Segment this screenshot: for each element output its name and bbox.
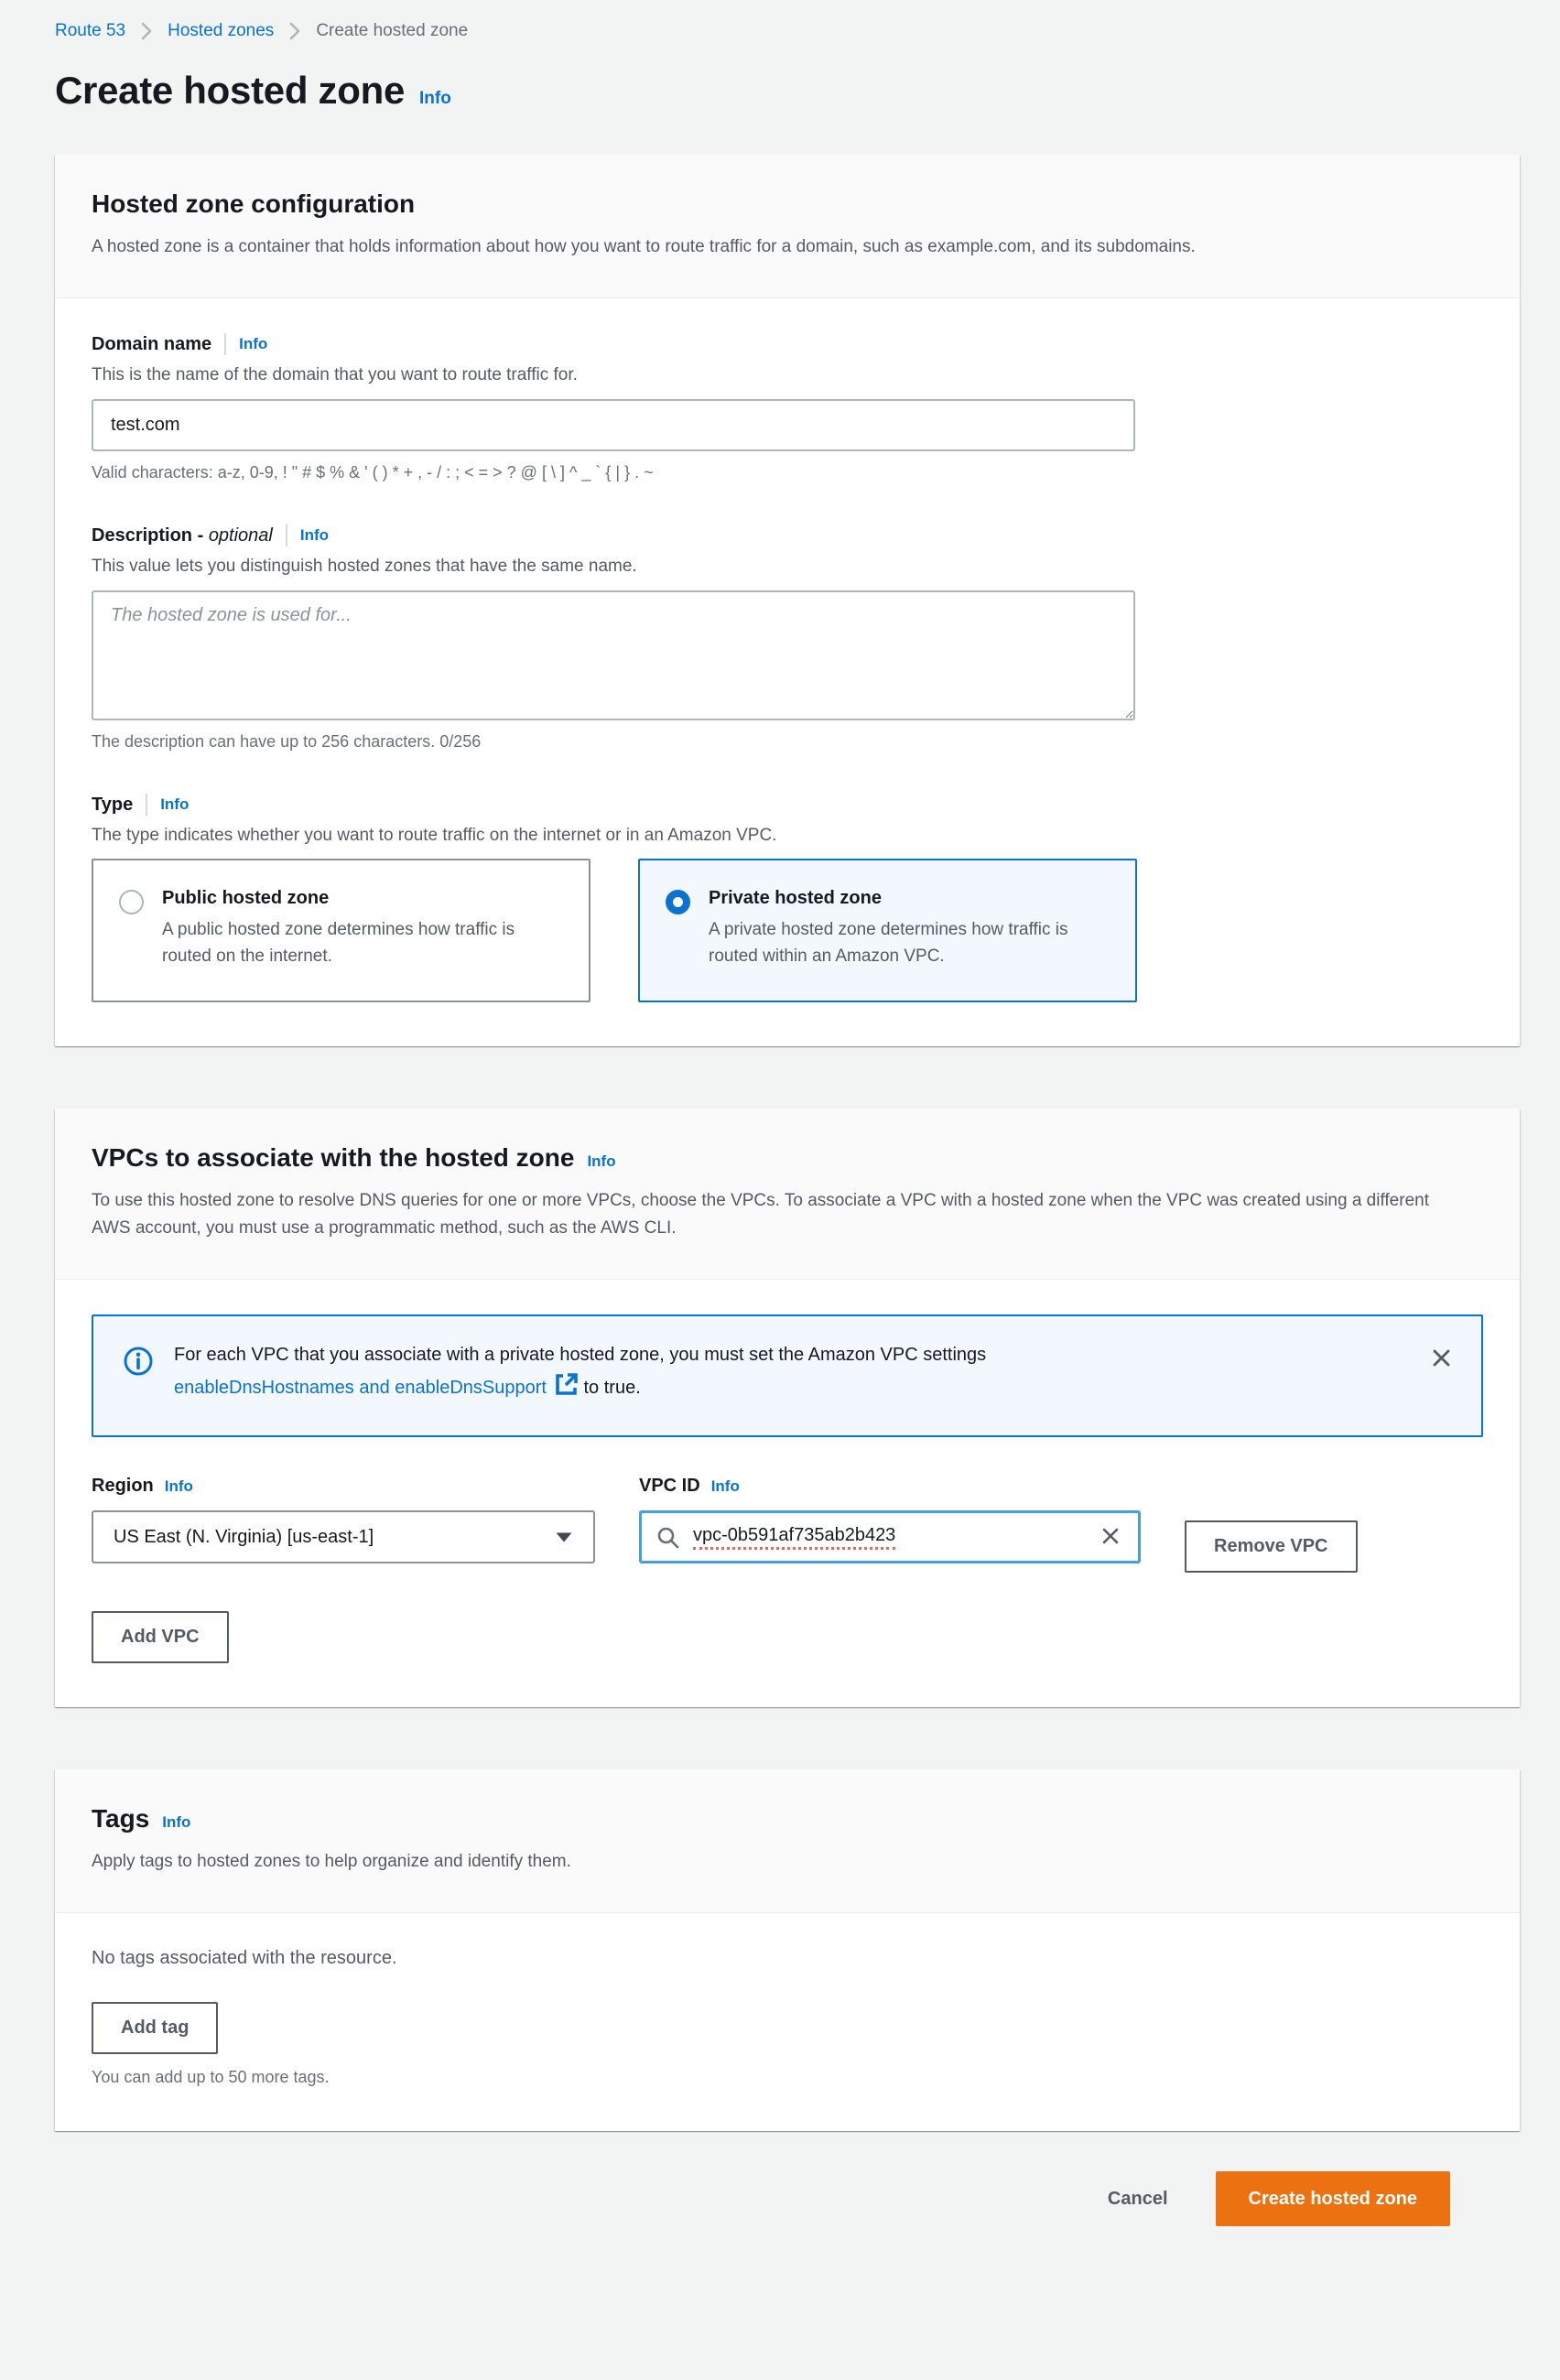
label-divider: [224, 333, 226, 355]
chevron-right-icon: [140, 21, 153, 41]
vpc-id-search-input[interactable]: [639, 1510, 1141, 1563]
cancel-button[interactable]: Cancel: [1107, 2188, 1168, 2209]
remove-vpc-button[interactable]: Remove VPC: [1185, 1520, 1358, 1573]
tags-description: Apply tags to hosted zones to help organize and identify them.: [92, 1852, 571, 1872]
tags-info-link[interactable]: Info: [162, 1813, 191, 1832]
add-vpc-button[interactable]: Add VPC: [92, 1611, 229, 1663]
vpc-id-info-link[interactable]: Info: [710, 1477, 740, 1495]
breadcrumb: [55, 13, 1520, 41]
domain-name-description: This is the name of the domain that you want to route traffic for.: [92, 365, 578, 385]
tags-title: Tags: [92, 1804, 150, 1834]
no-tags-text: No tags associated with the resource.: [92, 1948, 397, 1969]
section-description: A hosted zone is a container that holds information about how you want to route traffic for a domain, such as example.com, and its subdomains.: [92, 237, 1196, 256]
clear-input-button[interactable]: [1097, 1522, 1124, 1552]
external-link-icon: [554, 1372, 579, 1408]
private-hosted-zone-title: Private hosted zone: [709, 888, 882, 909]
label-divider: [286, 525, 287, 546]
vpcs-card: [55, 1109, 1520, 1707]
close-icon: [1099, 1524, 1122, 1551]
domain-name-input[interactable]: [92, 399, 1135, 451]
private-hosted-zone-option[interactable]: [638, 859, 1137, 1002]
breadcrumb-current: Create hosted zone: [316, 20, 469, 40]
domain-name-hint: Valid characters: a-z, 0-9, ! " # $ % & ' ( ) * + , - / : ; < = > ? @ [ \ ] ^ _ ` { | } . ~: [92, 463, 654, 482]
hosted-zone-configuration-header: [55, 155, 1520, 298]
caret-down-icon: [555, 1531, 573, 1543]
description-field: [92, 525, 1483, 752]
domain-name-field: [92, 333, 1483, 482]
breadcrumb-hosted-zones-link[interactable]: Hosted zones: [168, 20, 275, 40]
type-label: Type: [92, 794, 134, 815]
public-hosted-zone-title: Public hosted zone: [162, 888, 330, 909]
type-info-link[interactable]: Info: [160, 795, 190, 814]
form-actions: [55, 2171, 1520, 2226]
region-select-value: US East (N. Virginia) [us-east-1]: [114, 1526, 374, 1547]
alert-close-button[interactable]: [1425, 1342, 1457, 1377]
public-hosted-zone-option[interactable]: [92, 859, 590, 1002]
region-label: Region: [92, 1476, 154, 1497]
alert-text: For each VPC that you associate with a private hosted zone, you must set the Amazon VPC settings: [174, 1345, 987, 1366]
vpcs-info-link[interactable]: Info: [587, 1152, 616, 1171]
hosted-zone-configuration-card: [55, 155, 1520, 1046]
public-hosted-zone-description: A public hosted zone determines how traffic is routed on the internet.: [162, 920, 515, 966]
description-textarea[interactable]: [92, 590, 1135, 720]
radio-checked-icon[interactable]: [666, 890, 690, 914]
region-select[interactable]: [92, 1510, 595, 1563]
vpcs-header: [55, 1109, 1520, 1280]
page-title: Create hosted zone: [55, 69, 406, 112]
vpc-settings-alert: [92, 1314, 1483, 1437]
private-hosted-zone-description: A private hosted zone determines how traffic is routed within an Amazon VPC.: [709, 920, 1068, 966]
domain-name-label: Domain name: [92, 333, 212, 354]
type-field: [92, 794, 1483, 1002]
vpc-id-label: VPC ID: [639, 1476, 700, 1497]
domain-name-info-link[interactable]: Info: [239, 335, 268, 353]
description-label: Description - optional: [92, 525, 273, 546]
alert-text-suffix: to true.: [583, 1378, 641, 1399]
close-icon: [1429, 1346, 1454, 1373]
tags-card: [55, 1769, 1520, 2131]
region-column: [92, 1476, 595, 1573]
vpcs-title: VPCs to associate with the hosted zone: [92, 1143, 575, 1173]
page-title-info-link[interactable]: Info: [419, 89, 451, 108]
description-optional-label: optional: [208, 525, 273, 546]
tags-limit-hint: You can add up to 50 more tags.: [92, 2068, 330, 2087]
info-circle-icon: [123, 1346, 154, 1377]
breadcrumb-route53-link[interactable]: Route 53: [55, 20, 126, 40]
vpcs-description: To use this hosted zone to resolve DNS queries for one or more VPCs, choose the VPCs. To associate a VPC with a hosted zone when the VPC was created using a different AWS account, you must use a programmatic method, such as the AWS CLI.: [92, 1191, 1429, 1239]
chevron-right-icon: [288, 21, 301, 41]
type-description: The type indicates whether you want to route traffic on the internet or in an Amazon VPC.: [92, 826, 777, 846]
add-tag-button[interactable]: Add tag: [92, 2002, 218, 2054]
tags-header: [55, 1769, 1520, 1913]
create-hosted-zone-button[interactable]: Create hosted zone: [1216, 2171, 1450, 2226]
vpc-id-column: [639, 1476, 1141, 1573]
description-char-count-hint: The description can have up to 256 characters. 0/256: [92, 732, 482, 752]
region-info-link[interactable]: Info: [164, 1477, 193, 1495]
radio-unchecked-icon[interactable]: [119, 890, 144, 914]
enable-dns-link[interactable]: enableDnsHostnames and enableDnsSupport: [174, 1378, 579, 1398]
vpc-id-value: vpc-0b591af735ab2b423: [693, 1525, 895, 1550]
section-title: Hosted zone configuration: [92, 189, 416, 218]
description-info-link[interactable]: Info: [299, 526, 330, 545]
search-icon: [655, 1525, 680, 1550]
description-description: This value lets you distinguish hosted zones that have the same name.: [92, 557, 637, 577]
label-divider: [146, 794, 147, 816]
